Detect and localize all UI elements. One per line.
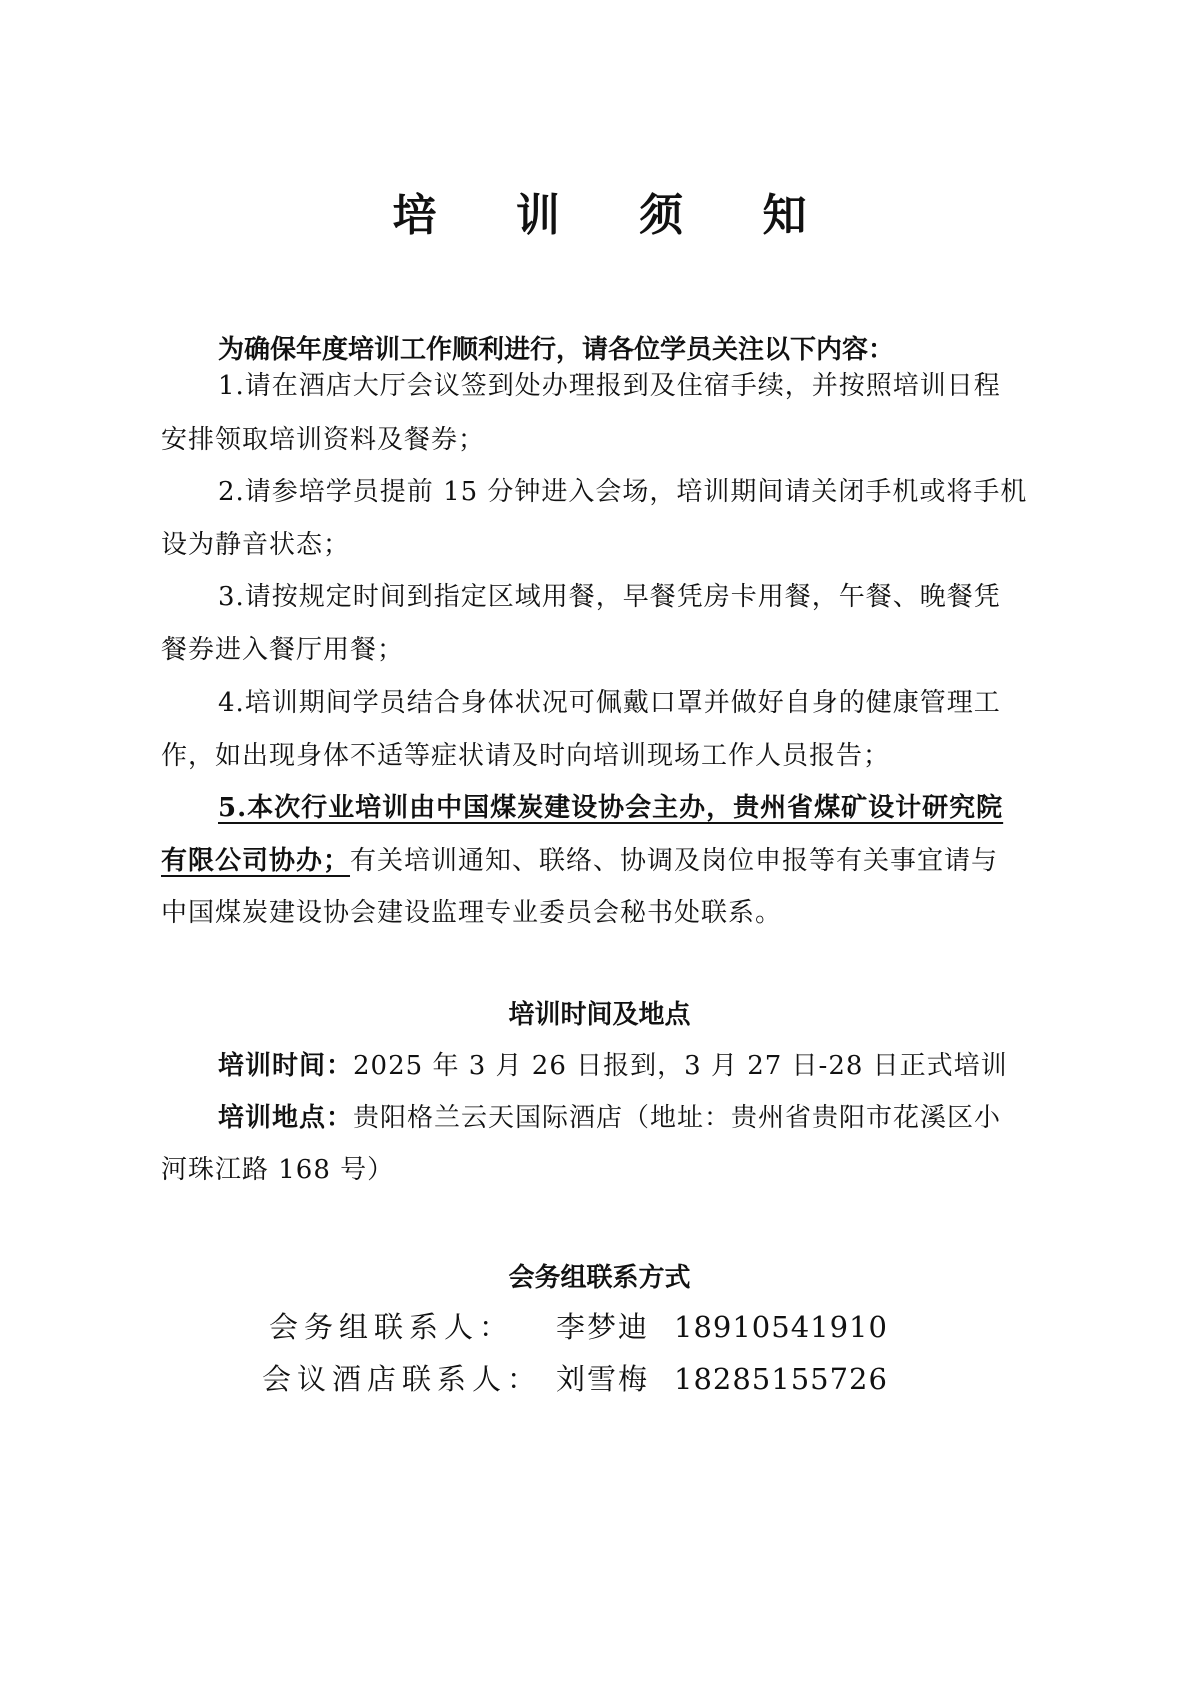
contacts-heading: 会务组联系方式 bbox=[508, 1263, 691, 1293]
item-5-line-2 bbox=[161, 841, 998, 881]
training-place-line-2: 河珠江路 168 号） bbox=[161, 1155, 395, 1185]
item-5-contact-text: 有关培训通知、联络、协调及岗位申报等有关事宜请与 bbox=[350, 846, 999, 876]
document-title: 培 训 须 知 bbox=[392, 190, 839, 241]
item-5-line-1 bbox=[218, 788, 1003, 828]
training-time bbox=[218, 1046, 1008, 1086]
item-2-line-1: 2.请参培学员提前 15 分钟进入会场，培训期间请关闭手机或将手机 bbox=[218, 477, 1028, 507]
intro-text: 为确保年度培训工作顺利进行，请各位学员关注以下内容： bbox=[218, 335, 895, 365]
contact-name: 李梦迪 bbox=[556, 1310, 650, 1344]
contact-phone: 18285155726 bbox=[674, 1362, 888, 1396]
training-time-label: 培训时间： bbox=[218, 1051, 354, 1081]
item-5-co-organizer-text: 有限公司协办； bbox=[161, 846, 351, 876]
item-1-line-1: 1.请在酒店大厅会议签到处办理报到及住宿手续，并按照培训日程 bbox=[218, 371, 1001, 401]
item-5-organizer-text: 5.本次行业培训由中国煤炭建设协会主办，贵州省煤矿设计研究院 bbox=[218, 793, 1004, 823]
contact-row-1 bbox=[0, 1306, 1199, 1348]
training-time-value: 2025 年 3 月 26 日报到，3 月 27 日-28 日正式培训 bbox=[353, 1051, 1008, 1081]
item-3-line-2: 餐券进入餐厅用餐； bbox=[161, 635, 405, 665]
schedule-heading: 培训时间及地点 bbox=[508, 1000, 691, 1030]
item-5-line-3: 中国煤炭建设协会建设监理专业委员会秘书处联系。 bbox=[161, 898, 783, 928]
training-place-value: 贵阳格兰云天国际酒店（地址：贵州省贵阳市花溪区小 bbox=[353, 1103, 1002, 1133]
item-3-line-1: 3.请按规定时间到指定区域用餐，早餐凭房卡用餐，午餐、晚餐凭 bbox=[218, 582, 1001, 612]
contact-label: 会议酒店联系人： bbox=[262, 1362, 543, 1396]
training-place bbox=[218, 1098, 1001, 1138]
item-1-line-2: 安排领取培训资料及餐券； bbox=[161, 425, 486, 455]
training-place-label: 培训地点： bbox=[218, 1103, 354, 1133]
contact-row-2 bbox=[0, 1358, 1199, 1400]
contact-phone: 18910541910 bbox=[674, 1310, 888, 1344]
contact-name: 刘雪梅 bbox=[556, 1362, 650, 1396]
item-2-line-2: 设为静音状态； bbox=[161, 530, 351, 560]
item-4-line-1: 4.培训期间学员结合身体状况可佩戴口罩并做好自身的健康管理工 bbox=[218, 688, 1001, 718]
contact-label: 会务组联系人： bbox=[269, 1310, 515, 1344]
item-4-line-2: 作，如出现身体不适等症状请及时向培训现场工作人员报告； bbox=[161, 741, 891, 771]
